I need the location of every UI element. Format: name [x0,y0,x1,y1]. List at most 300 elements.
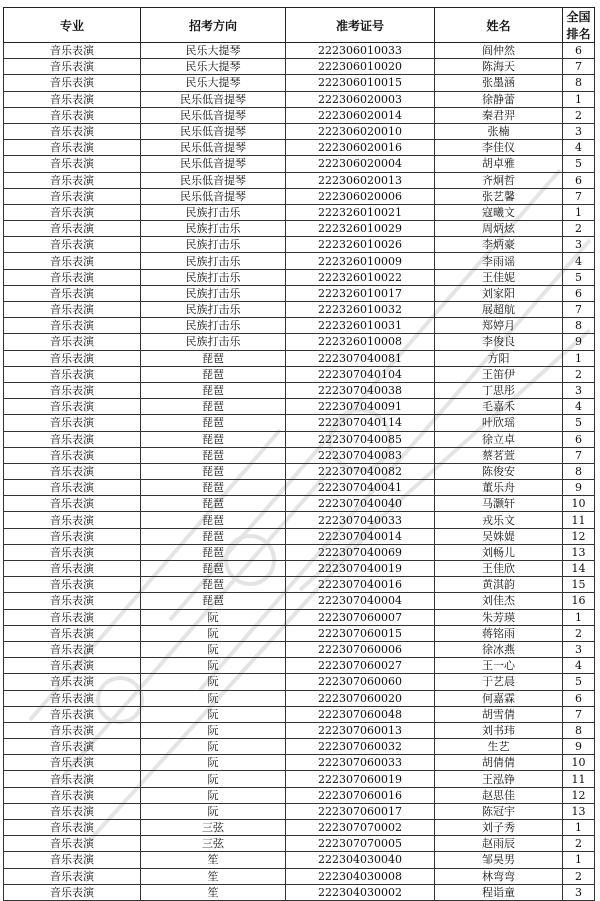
cell-major: 音乐表演 [4,237,141,253]
cell-name: 刘家阳 [435,285,563,301]
cell-rank: 15 [563,577,595,593]
cell-direction: 民族打击乐 [141,253,286,269]
cell-name: 毛嘉禾 [435,399,563,415]
table-row [4,496,595,512]
cell-direction: 琵琶 [141,447,286,463]
cell-major: 音乐表演 [4,496,141,512]
cell-exam-number: 222307040091 [286,399,435,415]
cell-name: 阎仲然 [435,43,563,59]
cell-major: 音乐表演 [4,868,141,884]
cell-major: 音乐表演 [4,204,141,220]
cell-rank: 10 [563,755,595,771]
cell-name: 蒋铭雨 [435,625,563,641]
cell-rank: 3 [563,641,595,657]
cell-exam-number: 222307040083 [286,447,435,463]
cell-direction: 琵琶 [141,415,286,431]
cell-exam-number: 222307060019 [286,771,435,787]
cell-direction: 阮 [141,739,286,755]
cell-major: 音乐表演 [4,641,141,657]
cell-rank: 6 [563,690,595,706]
cell-exam-number: 222307060015 [286,625,435,641]
table-row [4,221,595,237]
cell-major: 音乐表演 [4,253,141,269]
cell-name: 张艺馨 [435,188,563,204]
cell-major: 音乐表演 [4,91,141,107]
table-row [4,480,595,496]
cell-rank: 11 [563,771,595,787]
table-row [4,544,595,560]
cell-major: 音乐表演 [4,75,141,91]
cell-exam-number: 222326010031 [286,318,435,334]
cell-major: 音乐表演 [4,302,141,318]
cell-direction: 阮 [141,787,286,803]
cell-direction: 民乐低音提琴 [141,91,286,107]
cell-rank: 3 [563,237,595,253]
cell-name: 徐立卓 [435,431,563,447]
cell-name: 董乐舟 [435,480,563,496]
cell-name: 于艺晨 [435,674,563,690]
cell-name: 刘书玮 [435,722,563,738]
cell-rank: 2 [563,868,595,884]
cell-exam-number: 222326010029 [286,221,435,237]
cell-major: 音乐表演 [4,787,141,803]
table-row [4,706,595,722]
cell-exam-number: 222307060027 [286,658,435,674]
table-header [4,8,595,43]
cell-exam-number: 222307040014 [286,528,435,544]
cell-direction: 民族打击乐 [141,302,286,318]
cell-rank: 5 [563,674,595,690]
cell-exam-number: 222326010009 [286,253,435,269]
cell-rank: 7 [563,447,595,463]
cell-rank: 9 [563,334,595,350]
cell-name: 吴姝媞 [435,528,563,544]
cell-name: 丁思彤 [435,382,563,398]
cell-rank: 4 [563,253,595,269]
cell-major: 音乐表演 [4,366,141,382]
cell-name: 王泓铮 [435,771,563,787]
cell-rank: 6 [563,431,595,447]
cell-rank: 3 [563,382,595,398]
cell-major: 音乐表演 [4,382,141,398]
cell-rank: 1 [563,609,595,625]
cell-rank: 3 [563,123,595,139]
table-row [4,512,595,528]
table-row [4,382,595,398]
cell-exam-number: 222307040033 [286,512,435,528]
cell-rank: 2 [563,107,595,123]
table-row [4,447,595,463]
cell-rank: 6 [563,43,595,59]
table-row [4,302,595,318]
cell-direction: 琵琶 [141,512,286,528]
cell-exam-number: 222304030040 [286,852,435,868]
cell-direction: 琵琶 [141,382,286,398]
cell-name: 马灏轩 [435,496,563,512]
cell-rank: 9 [563,739,595,755]
cell-name: 李俊良 [435,334,563,350]
cell-major: 音乐表演 [4,836,141,852]
cell-major: 音乐表演 [4,674,141,690]
cell-name: 黄淇韵 [435,577,563,593]
cell-name: 王佳妮 [435,269,563,285]
cell-major: 音乐表演 [4,755,141,771]
cell-exam-number: 222307060033 [286,755,435,771]
cell-exam-number: 222307060048 [286,706,435,722]
cell-exam-number: 222307040019 [286,561,435,577]
cell-direction: 民族打击乐 [141,204,286,220]
cell-name: 程诣童 [435,884,563,900]
table-row [4,91,595,107]
cell-direction: 琵琶 [141,463,286,479]
ranking-table [3,7,595,901]
cell-direction: 阮 [141,690,286,706]
cell-direction: 琵琶 [141,431,286,447]
cell-exam-number: 222306010033 [286,43,435,59]
cell-major: 音乐表演 [4,447,141,463]
cell-rank: 4 [563,658,595,674]
cell-exam-number: 222307060032 [286,739,435,755]
cell-name: 王笛伊 [435,366,563,382]
cell-rank: 2 [563,836,595,852]
header-name: 姓名 [435,8,563,43]
cell-direction: 琵琶 [141,528,286,544]
cell-name: 陈俊安 [435,463,563,479]
cell-direction: 阮 [141,625,286,641]
cell-exam-number: 222307060013 [286,722,435,738]
cell-direction: 琵琶 [141,561,286,577]
cell-direction: 阮 [141,658,286,674]
table-row [4,140,595,156]
cell-major: 音乐表演 [4,350,141,366]
cell-name: 张墨涵 [435,75,563,91]
cell-exam-number: 222307060016 [286,787,435,803]
cell-name: 周炳炫 [435,221,563,237]
cell-name: 王一心 [435,658,563,674]
cell-rank: 4 [563,399,595,415]
cell-exam-number: 222306020013 [286,172,435,188]
cell-major: 音乐表演 [4,221,141,237]
table-row [4,561,595,577]
table-row [4,59,595,75]
cell-direction: 琵琶 [141,577,286,593]
cell-major: 音乐表演 [4,884,141,900]
table-row [4,577,595,593]
table-row [4,107,595,123]
table-row [4,334,595,350]
cell-direction: 民族打击乐 [141,334,286,350]
cell-exam-number: 222326010022 [286,269,435,285]
cell-rank: 1 [563,91,595,107]
cell-name: 生艺 [435,739,563,755]
table-row [4,237,595,253]
cell-rank: 2 [563,366,595,382]
cell-name: 陈冠宇 [435,803,563,819]
cell-major: 音乐表演 [4,528,141,544]
cell-major: 音乐表演 [4,609,141,625]
table-row [4,204,595,220]
table-row [4,75,595,91]
cell-direction: 阮 [141,722,286,738]
cell-name: 胡倩倩 [435,755,563,771]
cell-name: 邹昊男 [435,852,563,868]
cell-name: 胡卓雅 [435,156,563,172]
cell-rank: 2 [563,221,595,237]
table-row [4,739,595,755]
cell-exam-number: 222307040004 [286,593,435,609]
cell-rank: 1 [563,820,595,836]
cell-name: 方阳 [435,350,563,366]
cell-major: 音乐表演 [4,480,141,496]
cell-name: 胡雪倩 [435,706,563,722]
cell-name: 李炳豪 [435,237,563,253]
cell-direction: 笙 [141,884,286,900]
cell-major: 音乐表演 [4,269,141,285]
cell-rank: 1 [563,852,595,868]
cell-major: 音乐表演 [4,188,141,204]
cell-exam-number: 222306020016 [286,140,435,156]
cell-name: 王佳欣 [435,561,563,577]
cell-rank: 13 [563,544,595,560]
cell-direction: 民族打击乐 [141,318,286,334]
cell-name: 李雨谣 [435,253,563,269]
cell-name: 何嘉霖 [435,690,563,706]
cell-major: 音乐表演 [4,820,141,836]
cell-exam-number: 222307040114 [286,415,435,431]
cell-exam-number: 222307040041 [286,480,435,496]
cell-major: 音乐表演 [4,156,141,172]
cell-rank: 8 [563,75,595,91]
cell-major: 音乐表演 [4,512,141,528]
cell-rank: 3 [563,884,595,900]
cell-direction: 民族打击乐 [141,285,286,301]
cell-exam-number: 222306020003 [286,91,435,107]
cell-exam-number: 222307070005 [286,836,435,852]
cell-major: 音乐表演 [4,706,141,722]
cell-major: 音乐表演 [4,544,141,560]
cell-major: 音乐表演 [4,140,141,156]
cell-rank: 9 [563,480,595,496]
table-row [4,43,595,59]
cell-rank: 1 [563,204,595,220]
cell-rank: 5 [563,415,595,431]
cell-name: 叶欣瑶 [435,415,563,431]
table-row [4,609,595,625]
cell-rank: 8 [563,722,595,738]
table-row [4,156,595,172]
cell-major: 音乐表演 [4,739,141,755]
cell-rank: 14 [563,561,595,577]
cell-direction: 阮 [141,755,286,771]
cell-major: 音乐表演 [4,123,141,139]
cell-major: 音乐表演 [4,107,141,123]
cell-rank: 11 [563,512,595,528]
cell-exam-number: 222326010026 [286,237,435,253]
table-row [4,593,595,609]
header-rank: 全国排名 [563,8,595,43]
cell-direction: 阮 [141,674,286,690]
cell-rank: 12 [563,528,595,544]
cell-direction: 琵琶 [141,496,286,512]
cell-name: 朱芳瑛 [435,609,563,625]
cell-direction: 琵琶 [141,399,286,415]
header-direction: 招考方向 [141,8,286,43]
cell-major: 音乐表演 [4,172,141,188]
cell-direction: 阮 [141,706,286,722]
cell-rank: 1 [563,350,595,366]
cell-exam-number: 222306010015 [286,75,435,91]
cell-major: 音乐表演 [4,625,141,641]
cell-name: 刘佳杰 [435,593,563,609]
cell-direction: 三弦 [141,836,286,852]
cell-direction: 阮 [141,771,286,787]
table-row [4,415,595,431]
cell-exam-number: 222306020004 [286,156,435,172]
cell-exam-number: 222307060060 [286,674,435,690]
table-row [4,658,595,674]
cell-direction: 阮 [141,609,286,625]
table-row [4,787,595,803]
cell-rank: 6 [563,172,595,188]
cell-exam-number: 222326010032 [286,302,435,318]
table-row [4,641,595,657]
cell-rank: 7 [563,706,595,722]
cell-name: 蔡茗萱 [435,447,563,463]
cell-rank: 7 [563,59,595,75]
table-row [4,836,595,852]
table-body [4,43,595,901]
table-row [4,771,595,787]
cell-direction: 阮 [141,803,286,819]
table-row [4,625,595,641]
cell-exam-number: 222306010020 [286,59,435,75]
cell-exam-number: 222304030002 [286,884,435,900]
table-row [4,318,595,334]
cell-rank: 4 [563,140,595,156]
cell-rank: 2 [563,625,595,641]
cell-major: 音乐表演 [4,852,141,868]
table-row [4,172,595,188]
cell-major: 音乐表演 [4,690,141,706]
cell-direction: 琵琶 [141,593,286,609]
cell-rank: 10 [563,496,595,512]
cell-rank: 12 [563,787,595,803]
table-row [4,884,595,900]
cell-name: 寇曦文 [435,204,563,220]
cell-exam-number: 222307040081 [286,350,435,366]
cell-major: 音乐表演 [4,431,141,447]
table-row [4,253,595,269]
cell-direction: 民乐低音提琴 [141,140,286,156]
cell-rank: 7 [563,188,595,204]
cell-direction: 民乐大提琴 [141,59,286,75]
cell-name: 齐炯哲 [435,172,563,188]
table-row [4,803,595,819]
cell-exam-number: 222304030008 [286,868,435,884]
cell-direction: 阮 [141,641,286,657]
cell-direction: 民乐低音提琴 [141,156,286,172]
cell-direction: 民族打击乐 [141,221,286,237]
cell-name: 林弯弯 [435,868,563,884]
cell-rank: 5 [563,269,595,285]
table-row [4,722,595,738]
cell-major: 音乐表演 [4,593,141,609]
cell-major: 音乐表演 [4,561,141,577]
table-row [4,123,595,139]
cell-direction: 琵琶 [141,350,286,366]
cell-exam-number: 222307040016 [286,577,435,593]
cell-rank: 6 [563,285,595,301]
cell-major: 音乐表演 [4,285,141,301]
cell-direction: 笙 [141,868,286,884]
cell-exam-number: 222307060017 [286,803,435,819]
cell-direction: 民乐大提琴 [141,43,286,59]
cell-rank: 8 [563,318,595,334]
cell-exam-number: 222307060020 [286,690,435,706]
table-row [4,674,595,690]
cell-name: 郑婷月 [435,318,563,334]
cell-exam-number: 222306020006 [286,188,435,204]
header-major: 专业 [4,8,141,43]
cell-name: 展超航 [435,302,563,318]
cell-name: 戎乐文 [435,512,563,528]
table-row [4,690,595,706]
cell-exam-number: 222307040085 [286,431,435,447]
cell-name: 陈海天 [435,59,563,75]
cell-exam-number: 222326010021 [286,204,435,220]
cell-exam-number: 222307060006 [286,641,435,657]
cell-exam-number: 222326010008 [286,334,435,350]
cell-exam-number: 222326010017 [286,285,435,301]
cell-name: 赵思佳 [435,787,563,803]
cell-exam-number: 222307040082 [286,463,435,479]
cell-name: 赵雨辰 [435,836,563,852]
cell-major: 音乐表演 [4,415,141,431]
cell-name: 刘畅儿 [435,544,563,560]
cell-major: 音乐表演 [4,59,141,75]
cell-rank: 13 [563,803,595,819]
cell-major: 音乐表演 [4,334,141,350]
cell-direction: 民族打击乐 [141,237,286,253]
table-row [4,285,595,301]
cell-exam-number: 222306020014 [286,107,435,123]
table-row [4,528,595,544]
cell-major: 音乐表演 [4,722,141,738]
cell-major: 音乐表演 [4,399,141,415]
cell-direction: 民乐低音提琴 [141,123,286,139]
cell-direction: 三弦 [141,820,286,836]
cell-direction: 琵琶 [141,480,286,496]
cell-major: 音乐表演 [4,658,141,674]
table-row [4,399,595,415]
cell-exam-number: 222307040038 [286,382,435,398]
table-row [4,868,595,884]
header-exam-number: 准考证号 [286,8,435,43]
table-row [4,755,595,771]
cell-major: 音乐表演 [4,43,141,59]
table-row [4,188,595,204]
cell-direction: 琵琶 [141,366,286,382]
cell-rank: 7 [563,302,595,318]
table-row [4,269,595,285]
cell-major: 音乐表演 [4,577,141,593]
cell-name: 张楠 [435,123,563,139]
cell-rank: 16 [563,593,595,609]
cell-rank: 5 [563,156,595,172]
cell-exam-number: 222307040104 [286,366,435,382]
cell-exam-number: 222307040069 [286,544,435,560]
cell-major: 音乐表演 [4,318,141,334]
